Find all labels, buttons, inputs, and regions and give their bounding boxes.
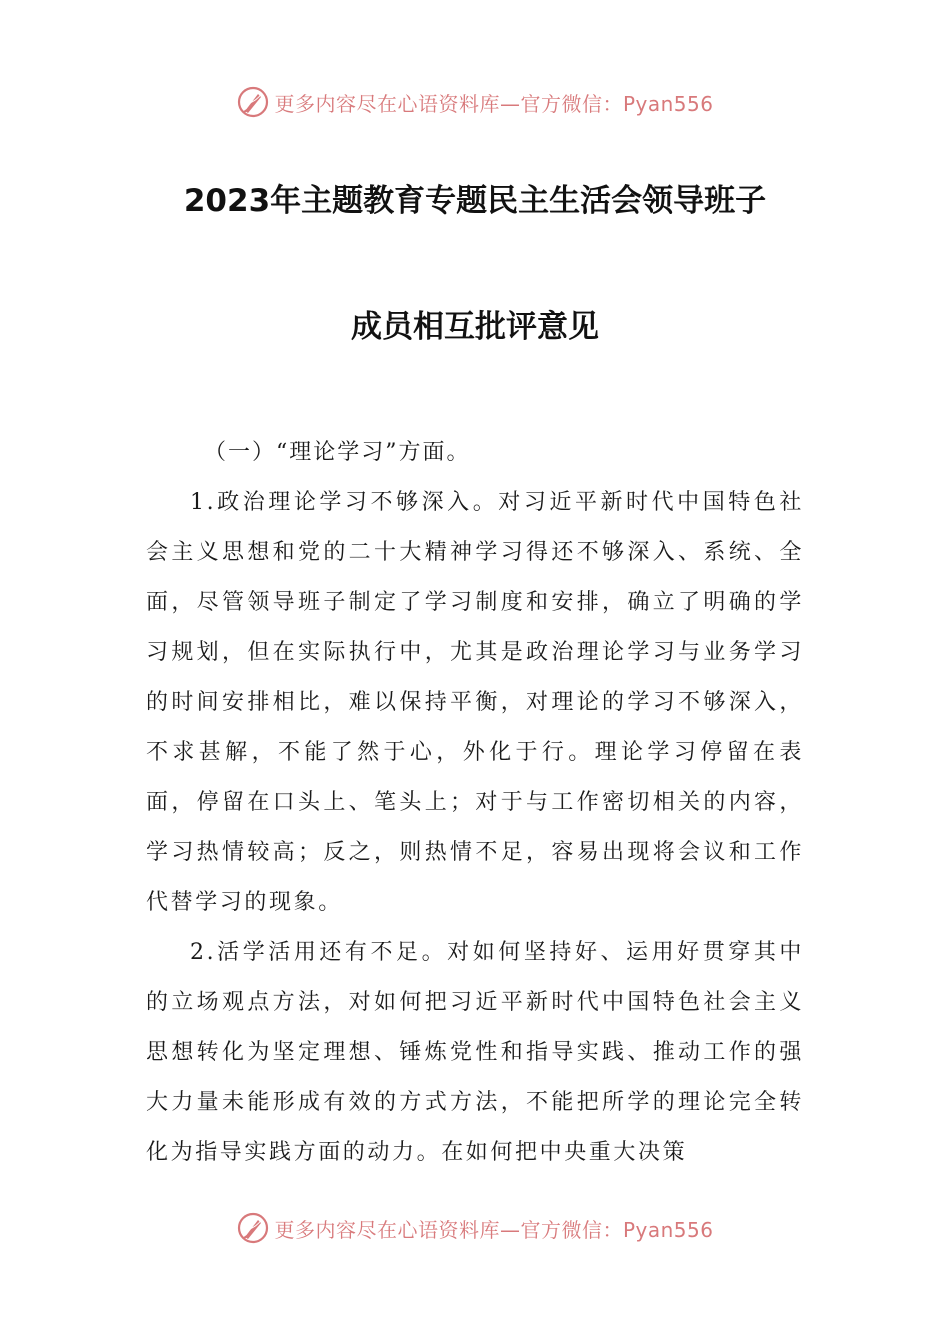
watermark-footer: [0, 1208, 950, 1248]
watermark-footer-content: [236, 1211, 713, 1245]
document-title-line-2: 成员相互批评意见: [351, 309, 599, 345]
watermark-text: 更多内容尽在心语资料库—官方微信：Pyan556: [274, 91, 714, 116]
document-body: [146, 428, 804, 1178]
document-title-line-1: 2023年主题教育专题民主生活会领导班子: [183, 183, 767, 219]
quill-pen-logo-icon: [236, 85, 270, 119]
watermark-header-content: [236, 85, 713, 119]
watermark-header: [0, 82, 950, 122]
section-heading: （一）“理论学习”方面。: [204, 440, 471, 465]
paragraph-2: 2.活学活用还有不足。对如何坚持好、运用好贯穿其中的立场观点方法，对如何把习近平新时代中国特色社会主义思想转化为坚定理想、锤炼党性和指导实践、推动工作的强大力量未能形成有效的方式方法，不能把所学的理论完全转化为指导实践方面的动力。在如何把中央重大决策: [146, 940, 804, 1165]
watermark-text: 更多内容尽在心语资料库—官方微信：Pyan556: [274, 1217, 714, 1242]
quill-pen-logo-icon: [236, 1211, 270, 1245]
paragraph-1: 1.政治理论学习不够深入。对习近平新时代中国特色社会主义思想和党的二十大精神学习得还不够深入、系统、全面，尽管领导班子制定了学习制度和安排，确立了明确的学习规划，但在实际执行中，尤其是政治理论学习与业务学习的时间安排相比，难以保持平衡，对理论的学习不够深入，不求甚解，不能了然于心，外化于行。理论学习停留在表面，停留在口头上、笔头上；对于与工作密切相关的内容，学习热情较高；反之，则热情不足，容易出现将会议和工作代替学习的现象。: [146, 490, 804, 915]
